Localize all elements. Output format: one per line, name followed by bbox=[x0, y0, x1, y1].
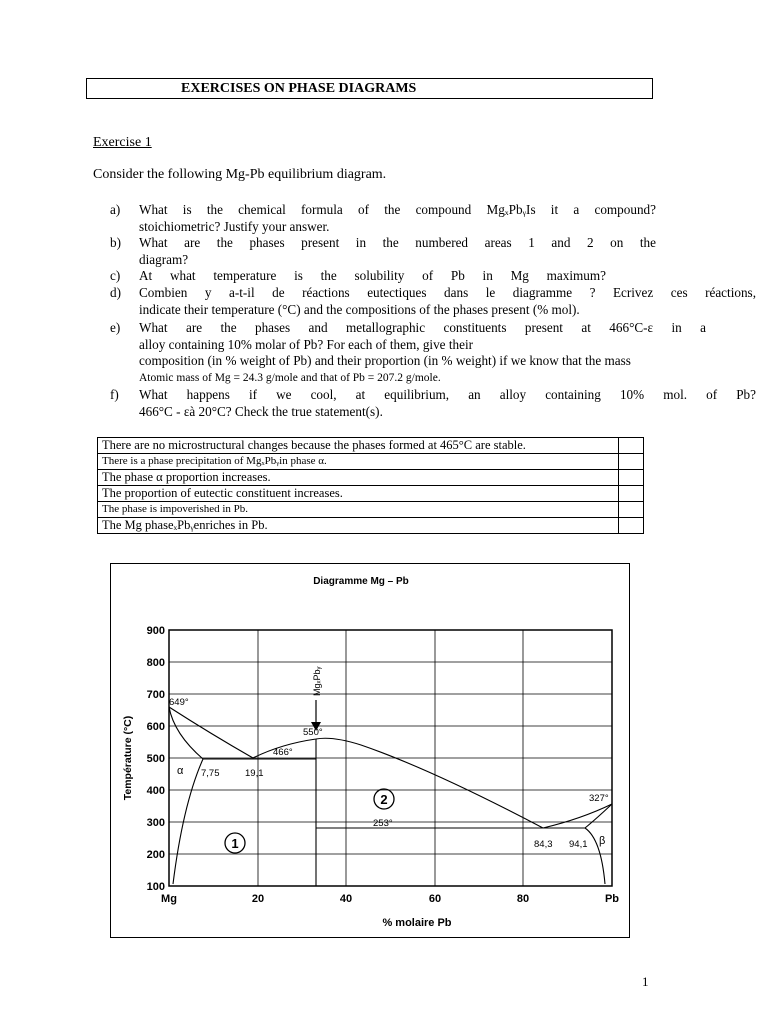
question-label: e) bbox=[110, 320, 121, 335]
statement-text: The proportion of eutectic constituent increases. bbox=[98, 486, 619, 502]
y-tick-label: 900 bbox=[146, 625, 165, 637]
label-253: 253° bbox=[373, 818, 393, 829]
x-tick-label: Pb bbox=[604, 893, 620, 905]
compound-label: MgₓPbᵧ bbox=[312, 666, 322, 696]
alpha-solvus bbox=[173, 759, 203, 884]
x-tick-labels bbox=[161, 893, 619, 905]
question-line: alloy containing 10% molar of Pb? For each of them, give their bbox=[139, 336, 473, 352]
statement-text: There are no microstructural changes because the phases formed at 465°C are stable. bbox=[98, 438, 619, 454]
question-line: Combien y a-t-il de réactions eutectiques dans le diagramme ? Ecrivez ces réactions, bbox=[139, 285, 756, 300]
statement-checkbox[interactable] bbox=[619, 438, 644, 454]
x-axis-label: % molaire Pb bbox=[382, 917, 452, 929]
y-tick-label: 100 bbox=[146, 881, 165, 893]
x-tick-label: 40 bbox=[339, 893, 353, 905]
question-line: What are the phases and metallographic constituents present at 466°C-ε in a bbox=[139, 320, 706, 335]
x-tick-label: 60 bbox=[428, 893, 442, 905]
statement-row bbox=[98, 486, 644, 502]
question-line: stoichiometric? Justify your answer. bbox=[139, 218, 330, 234]
question-line: indicate their temperature (°C) and the compositions of the phases present (% mol). bbox=[139, 301, 580, 317]
x-tick-label: 20 bbox=[251, 893, 265, 905]
intro-text: Consider the following Mg-Pb equilibrium diagram. bbox=[93, 167, 387, 182]
statement-checkbox[interactable] bbox=[619, 502, 644, 518]
diagram-title: Diagramme Mg – Pb bbox=[313, 576, 409, 587]
question-line: What are the phases present in the numbered areas 1 and 2 on the bbox=[139, 235, 656, 250]
page-title: EXERCISES ON PHASE DIAGRAMS bbox=[181, 81, 417, 96]
statement-row bbox=[98, 502, 644, 518]
question-line: What is the chemical formula of the compound MgₓPbᵧIs it a compound? bbox=[139, 202, 656, 217]
statement-text: The phase is impoverished in Pb. bbox=[98, 502, 619, 518]
statement-checkbox[interactable] bbox=[619, 470, 644, 486]
statement-row bbox=[98, 438, 644, 454]
statement-checkbox[interactable] bbox=[619, 486, 644, 502]
question-label: d) bbox=[110, 285, 121, 300]
y-tick-label: 400 bbox=[146, 785, 165, 797]
y-tick-label: 700 bbox=[146, 689, 165, 701]
statement-row bbox=[98, 470, 644, 486]
label-alpha: α bbox=[177, 765, 184, 777]
y-tick-label: 800 bbox=[146, 657, 165, 669]
label-beta: β bbox=[599, 835, 606, 847]
y-tick-label: 300 bbox=[146, 817, 165, 829]
label-19-1: 19,1 bbox=[245, 768, 264, 779]
y-tick-label: 600 bbox=[146, 721, 165, 733]
statement-row bbox=[98, 518, 644, 534]
question-label: a) bbox=[110, 202, 121, 217]
statement-text: There is a phase precipitation of MgₓPbᵧin phase α. bbox=[98, 454, 619, 470]
y-tick-labels bbox=[147, 625, 165, 893]
area-1-label: 1 bbox=[231, 836, 239, 851]
phase-diagram-svg bbox=[111, 564, 629, 937]
label-327: 327° bbox=[589, 793, 609, 804]
area-2-label: 2 bbox=[380, 792, 388, 807]
question-line: Atomic mass of Mg = 24.3 g/mole and that of Pb = 207.2 g/mole. bbox=[139, 371, 441, 384]
y-tick-label: 200 bbox=[146, 849, 165, 861]
question-line: What happens if we cool, at equilibrium, an alloy containing 10% mol. of Pb? bbox=[139, 387, 756, 402]
label-550: 550° bbox=[303, 727, 323, 738]
label-649: 649° bbox=[169, 697, 189, 708]
point-labels bbox=[169, 697, 609, 850]
x-tick-label: 80 bbox=[516, 893, 530, 905]
phase-diagram-figure bbox=[110, 563, 630, 938]
liquidus-compound bbox=[253, 738, 543, 828]
label-84-3: 84,3 bbox=[534, 839, 553, 850]
exercise-heading: Exercise 1 bbox=[93, 135, 152, 150]
statement-text: The phase α proportion increases. bbox=[98, 470, 619, 486]
question-label: c) bbox=[110, 268, 121, 283]
label-466: 466° bbox=[273, 747, 293, 758]
statement-checkbox[interactable] bbox=[619, 518, 644, 534]
y-axis-label: Température (°C) bbox=[122, 715, 134, 801]
y-tick-label: 500 bbox=[146, 753, 165, 765]
question-line: At what temperature is the solubility of Pb in Mg maximum? bbox=[139, 268, 606, 283]
statement-text: The Mg phaseₓPbᵧenriches in Pb. bbox=[98, 518, 619, 534]
question-line: composition (in % weight of Pb) and their proportion (in % weight) if we know that the mass bbox=[139, 353, 631, 368]
page-number: 1 bbox=[642, 974, 649, 989]
question-line: 466°C - εà 20°C? Check the true statement(s). bbox=[139, 403, 383, 419]
liquidus-pb-side bbox=[543, 804, 612, 828]
statement-row bbox=[98, 454, 644, 470]
x-tick-label: Mg bbox=[161, 893, 177, 905]
question-label: f) bbox=[110, 387, 119, 402]
phase-boundaries bbox=[169, 707, 612, 886]
beta-solidus bbox=[585, 804, 612, 828]
question-label: b) bbox=[110, 235, 121, 250]
question-line: diagram? bbox=[139, 251, 189, 267]
label-7-75: 7,75 bbox=[201, 768, 220, 779]
label-94-1: 94,1 bbox=[569, 839, 588, 850]
liquidus-mg-side bbox=[169, 707, 253, 758]
alpha-solidus bbox=[169, 707, 203, 759]
statements-table bbox=[97, 437, 644, 534]
title-box bbox=[86, 78, 653, 99]
statement-checkbox[interactable] bbox=[619, 454, 644, 470]
